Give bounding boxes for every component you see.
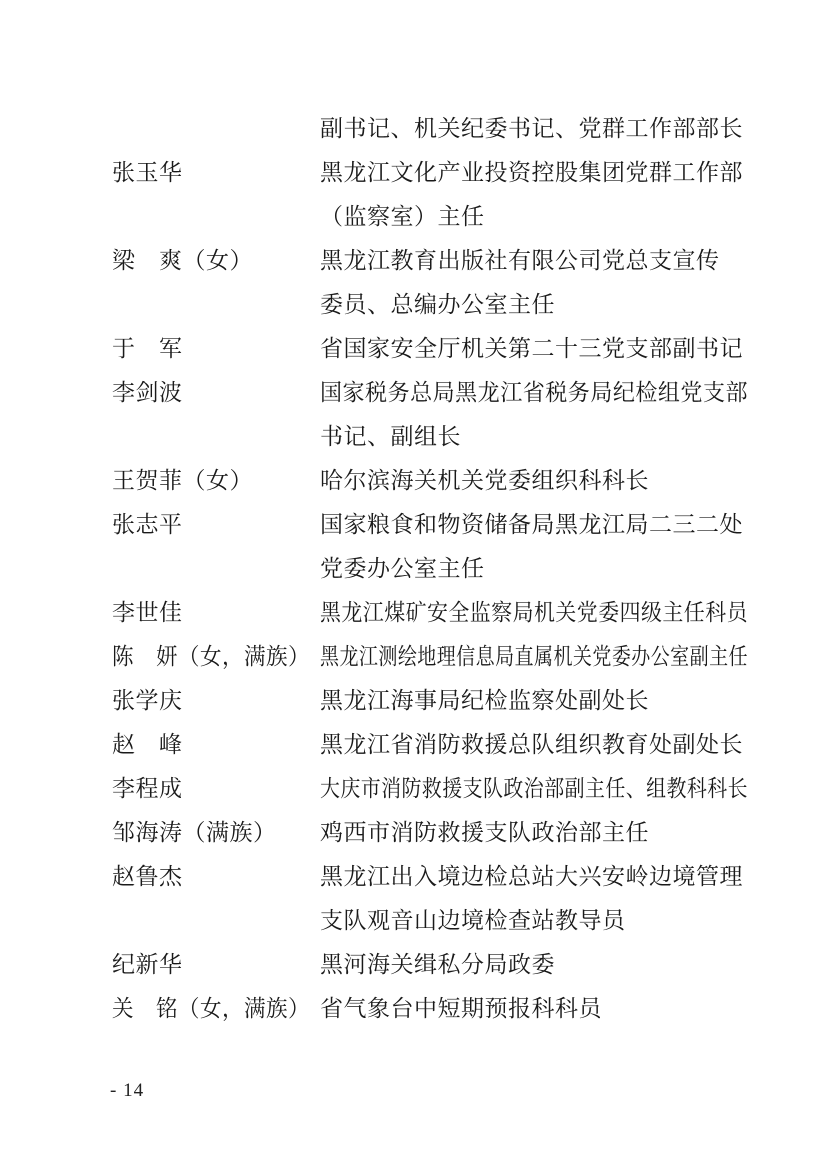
person-name: 梁 爽（女） xyxy=(112,247,253,273)
person-position xyxy=(320,722,748,766)
roster-entry xyxy=(112,678,748,722)
roster-entry xyxy=(112,590,748,634)
roster-entry xyxy=(112,766,748,810)
roster-entry xyxy=(112,810,748,854)
position-line: 黑龙江出入境边检总站大兴安岭边境管理 xyxy=(320,863,743,889)
person-position xyxy=(320,942,748,986)
position-line: 黑河海关缉私分局政委 xyxy=(320,951,555,977)
roster-entry xyxy=(112,458,748,502)
person-name: 陈 妍（女，满族） xyxy=(112,643,310,669)
position-line: 省气象台中短期预报科科员 xyxy=(320,995,602,1021)
person-position xyxy=(320,106,748,150)
person-position xyxy=(320,634,748,678)
person-name: 赵 峰 xyxy=(112,731,183,757)
roster-entry xyxy=(112,370,748,458)
position-line: 黑龙江测绘地理信息局直属机关党委办公室副主任 xyxy=(320,643,748,669)
position-line: 鸡西市消防救援支队政治部主任 xyxy=(320,819,649,845)
position-line: 国家粮食和物资储备局黑龙江局二三二处 xyxy=(320,511,743,537)
position-line: （监察室）主任 xyxy=(320,203,485,229)
position-line: 大庆市消防救援支队政治部副主任、组教科科长 xyxy=(320,775,748,801)
roster xyxy=(112,106,748,1030)
person-name: 张学庆 xyxy=(112,687,183,713)
person-position xyxy=(320,502,748,590)
person-position xyxy=(320,810,748,854)
person-name: 李世佳 xyxy=(112,599,183,625)
position-line: 支队观音山边境检查站教导员 xyxy=(320,907,626,933)
person-name: 张玉华 xyxy=(112,159,183,185)
position-line: 黑龙江省消防救援总队组织教育处副处长 xyxy=(320,731,743,757)
person-position xyxy=(320,678,748,722)
person-name: 邹海涛（满族） xyxy=(112,819,277,845)
person-name: 李剑波 xyxy=(112,379,183,405)
person-name: 关 铭（女，满族） xyxy=(112,995,310,1021)
position-line: 党委办公室主任 xyxy=(320,555,485,581)
roster-entry xyxy=(112,238,748,326)
person-position xyxy=(320,458,748,502)
roster-entry xyxy=(112,326,748,370)
person-name: 赵鲁杰 xyxy=(112,863,183,889)
person-name: 于 军 xyxy=(112,335,183,361)
position-line: 委员、总编办公室主任 xyxy=(320,291,555,317)
position-line: 哈尔滨海关机关党委组织科科长 xyxy=(320,467,649,493)
position-line: 省国家安全厅机关第二十三党支部副书记 xyxy=(320,335,743,361)
position-line: 国家税务总局黑龙江省税务局纪检组党支部 xyxy=(320,379,748,405)
person-name xyxy=(112,106,320,150)
roster-entry xyxy=(112,634,748,678)
roster-entry xyxy=(112,854,748,942)
person-name: 纪新华 xyxy=(112,951,183,977)
person-position xyxy=(320,986,748,1030)
person-position xyxy=(320,590,748,634)
position-line: 书记、副组长 xyxy=(320,423,461,449)
person-position xyxy=(320,150,748,238)
person-position xyxy=(320,766,748,810)
page-number: - 14 xyxy=(110,1080,145,1101)
roster-entry xyxy=(112,722,748,766)
roster-entry xyxy=(112,986,748,1030)
person-name: 张志平 xyxy=(112,511,183,537)
position-line: 黑龙江教育出版社有限公司党总支宣传 xyxy=(320,247,720,273)
person-name: 王贺菲（女） xyxy=(112,467,253,493)
person-position xyxy=(320,370,748,458)
roster-entry xyxy=(112,942,748,986)
position-line: 副书记、机关纪委书记、党群工作部部长 xyxy=(320,115,743,141)
position-line: 黑龙江文化产业投资控股集团党群工作部 xyxy=(320,159,743,185)
roster-entry xyxy=(112,106,748,150)
roster-entry xyxy=(112,150,748,238)
position-line: 黑龙江海事局纪检监察处副处长 xyxy=(320,687,649,713)
person-position xyxy=(320,326,748,370)
roster-entry xyxy=(112,502,748,590)
person-position xyxy=(320,854,748,942)
person-position xyxy=(320,238,748,326)
person-name: 李程成 xyxy=(112,775,183,801)
position-line: 黑龙江煤矿安全监察局机关党委四级主任科员 xyxy=(320,599,748,625)
